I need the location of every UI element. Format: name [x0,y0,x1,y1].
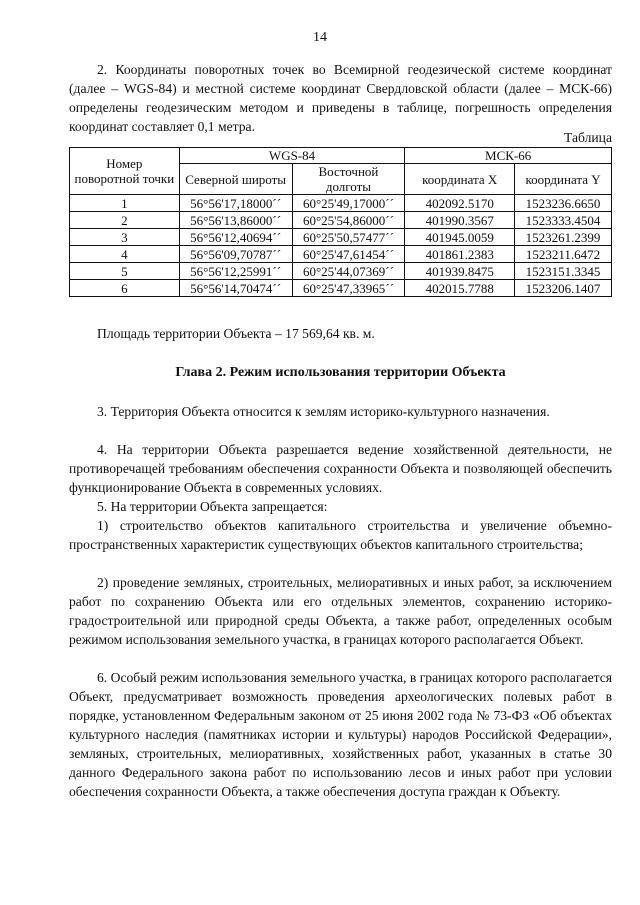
paragraph-coordinates-intro: 2. Координаты поворотных точек во Всемирной геодезической системе координат (далее – WGS-84) и местной системе координат Свердловской области (далее – МСК-66) определены геодезическим методом и приведены в таблице, погрешность определения координат составляет 0,1 метра. [69,62,612,134]
header-wgs84: WGS-84 [179,148,405,164]
table-header-row [70,148,612,164]
cell-latitude: 56°56'09,70787´´ [179,246,292,263]
cell-point-number: 6 [70,280,180,297]
paragraph-5: 5. На территории Объекта запрещается: [97,499,328,514]
cell-coord-y: 1523236.6650 [515,195,612,212]
table-row [70,246,612,263]
paragraph-area: Площадь территории Объекта – 17 569,64 кв. м. [97,326,375,341]
page-number: 14 [313,30,327,45]
cell-point-number: 4 [70,246,180,263]
cell-coord-y: 1523333.4504 [515,212,612,229]
table-row [70,212,612,229]
cell-longitude: 60°25'47,61454´´ [292,246,405,263]
cell-latitude: 56°56'12,25991´´ [179,263,292,280]
paragraph-4: 4. На территории Объекта разрешается ведение хозяйственной деятельности, не противоречащей требованиям обеспечения сохранности Объекта и позволяющей обеспечить функционирование Объекта в современных условиях. [69,442,612,495]
header-latitude: Северной широты [179,164,292,195]
cell-coord-x: 401939.8475 [405,263,515,280]
cell-coord-y: 1523151.3345 [515,263,612,280]
cell-coord-x: 402092.5170 [405,195,515,212]
cell-coord-x: 402015.7788 [405,280,515,297]
cell-latitude: 56°56'17,18000´´ [179,195,292,212]
header-point-number: Номер поворотной точки [70,148,180,195]
paragraph-5-item-1: 1) строительство объектов капитального строительства и увеличение объемно-пространственных характеристик существующих объектов капитального строительства; [69,518,612,552]
table-row [70,229,612,246]
table-row [70,280,612,297]
cell-coord-x: 401990.3567 [405,212,515,229]
cell-point-number: 2 [70,212,180,229]
coordinates-table [69,147,612,297]
cell-point-number: 3 [70,229,180,246]
paragraph-6: 6. Особый режим использования земельного участка, в границах которого располагается Объект, предусматривает возможность проведения археологических полевых работ в порядке, установленном Федеральным законом от 25 июня 2002 года № 73-ФЗ «Об объектах культурного наследия (памятниках истории и культуры) народов Российской Федерации», земляных, строительных, мелиоративных, хозяйственных работ, указанных в статье 30 данного Федерального закона работ по использованию лесов и иных работ при условии обеспечения сохранности Объекта, а также обеспечения доступа граждан к Объекту. [69,670,612,799]
cell-coord-y: 1523206.1407 [515,280,612,297]
header-coord-y: координата Y [515,164,612,195]
header-longitude: Восточной долготы [292,164,405,195]
header-msk66: МСК-66 [405,148,612,164]
table-row [70,195,612,212]
cell-coord-y: 1523211.6472 [515,246,612,263]
paragraph-3: 3. Территория Объекта относится к землям историко-культурного назначения. [97,404,550,419]
cell-point-number: 5 [70,263,180,280]
paragraph-5-item-2: 2) проведение земляных, строительных, мелиоративных и иных работ, за исключением работ по сохранению Объекта или его отдельных элементов, сохранению историко-градостроительной или природной среды Объекта, а также работ, определенных особым режимом использования земельного участка, в границах которого располагается Объект. [69,575,612,647]
chapter-heading: Глава 2. Режим использования территории Объекта [175,365,506,380]
cell-longitude: 60°25'54,86000´´ [292,212,405,229]
cell-coord-x: 401861.2383 [405,246,515,263]
header-coord-x: координата X [405,164,515,195]
cell-latitude: 56°56'14,70474´´ [179,280,292,297]
cell-point-number: 1 [70,195,180,212]
table-row [70,263,612,280]
cell-coord-x: 401945.0059 [405,229,515,246]
cell-coord-y: 1523261.2399 [515,229,612,246]
table-caption: Таблица [564,130,612,145]
cell-longitude: 60°25'44,07369´´ [292,263,405,280]
cell-latitude: 56°56'12,40694´´ [179,229,292,246]
cell-longitude: 60°25'49,17000´´ [292,195,405,212]
cell-latitude: 56°56'13,86000´´ [179,212,292,229]
cell-longitude: 60°25'47,33965´´ [292,280,405,297]
cell-longitude: 60°25'50,57477´´ [292,229,405,246]
